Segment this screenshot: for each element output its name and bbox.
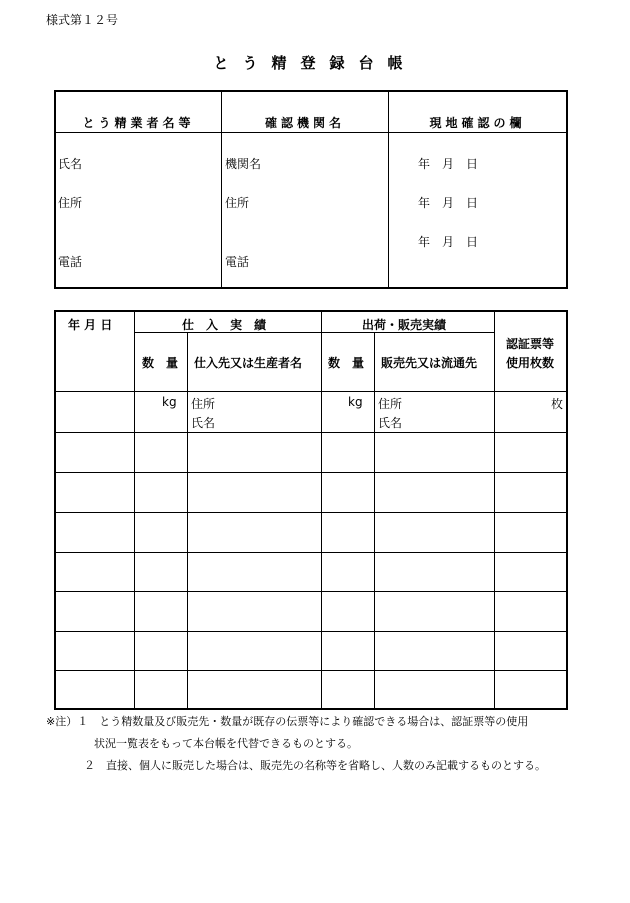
site-check-date: 年 月 日 — [418, 235, 479, 249]
operator-address-label: 住所 — [58, 196, 83, 210]
unit-kg: kg — [162, 395, 177, 409]
seller-address-label: 住所 — [378, 397, 403, 411]
row-divider — [56, 631, 566, 632]
column-divider — [374, 332, 375, 708]
supplier-address-label: 住所 — [191, 397, 216, 411]
header-quantity-2: 数 量 — [328, 356, 365, 370]
header-supplier: 仕入先又は生産者名 — [194, 356, 303, 370]
operator-phone-label: 電話 — [58, 255, 83, 269]
header-shipment: 出荷・販売実績 — [362, 318, 447, 332]
row-divider — [56, 391, 566, 392]
agency-address-label: 住所 — [225, 196, 250, 210]
header-seller: 販売先又は流通先 — [381, 356, 478, 370]
ledger-table — [54, 310, 568, 710]
column-divider — [494, 312, 495, 708]
row-divider — [56, 552, 566, 553]
seller-name-label: 氏名 — [378, 416, 403, 430]
note-line: ※注）１ とう精数量及び販売先・数量が既存の伝票等により確認できる場合は、認証票等の使用 — [46, 715, 529, 728]
header-cert-1: 認証票等 — [506, 337, 555, 351]
supplier-name-label: 氏名 — [191, 416, 216, 430]
unit-sheets: 枚 — [551, 397, 564, 411]
column-divider — [187, 332, 188, 708]
unit-kg: kg — [348, 395, 363, 409]
header-cert-2: 使用枚数 — [506, 356, 555, 370]
header-purchase: 仕 入 実 績 — [182, 318, 267, 332]
site-check-date: 年 月 日 — [418, 196, 479, 210]
row-divider — [56, 472, 566, 473]
note-line: ２ 直接、個人に販売した場合は、販売先の名称等を省略し、人数のみ記載するものとする。 — [84, 759, 546, 772]
column-divider — [321, 312, 322, 708]
note-line: 状況一覧表をもって本台帳を代替できるものとする。 — [94, 737, 358, 750]
page-title: とう精登録台帳 — [213, 54, 417, 72]
registry-table — [54, 90, 568, 289]
header-quantity: 数 量 — [142, 356, 179, 370]
header-agency: 確認機関名 — [264, 116, 345, 130]
notes — [46, 711, 546, 777]
row-divider — [56, 591, 566, 592]
agency-phone-label: 電話 — [225, 255, 250, 269]
agency-name-label: 機関名 — [225, 157, 262, 171]
operator-name-label: 氏名 — [58, 157, 83, 171]
form-number: 様式第１２号 — [46, 13, 119, 27]
header-divider — [56, 132, 566, 133]
column-divider — [134, 312, 135, 708]
row-divider — [56, 670, 566, 671]
row-divider — [56, 432, 566, 433]
header-operator: とう精業者名等 — [82, 116, 195, 130]
header-date: 年 月 日 — [68, 318, 113, 332]
row-divider — [56, 512, 566, 513]
header-site-check: 現地確認の欄 — [429, 116, 526, 130]
site-check-date: 年 月 日 — [418, 157, 479, 171]
